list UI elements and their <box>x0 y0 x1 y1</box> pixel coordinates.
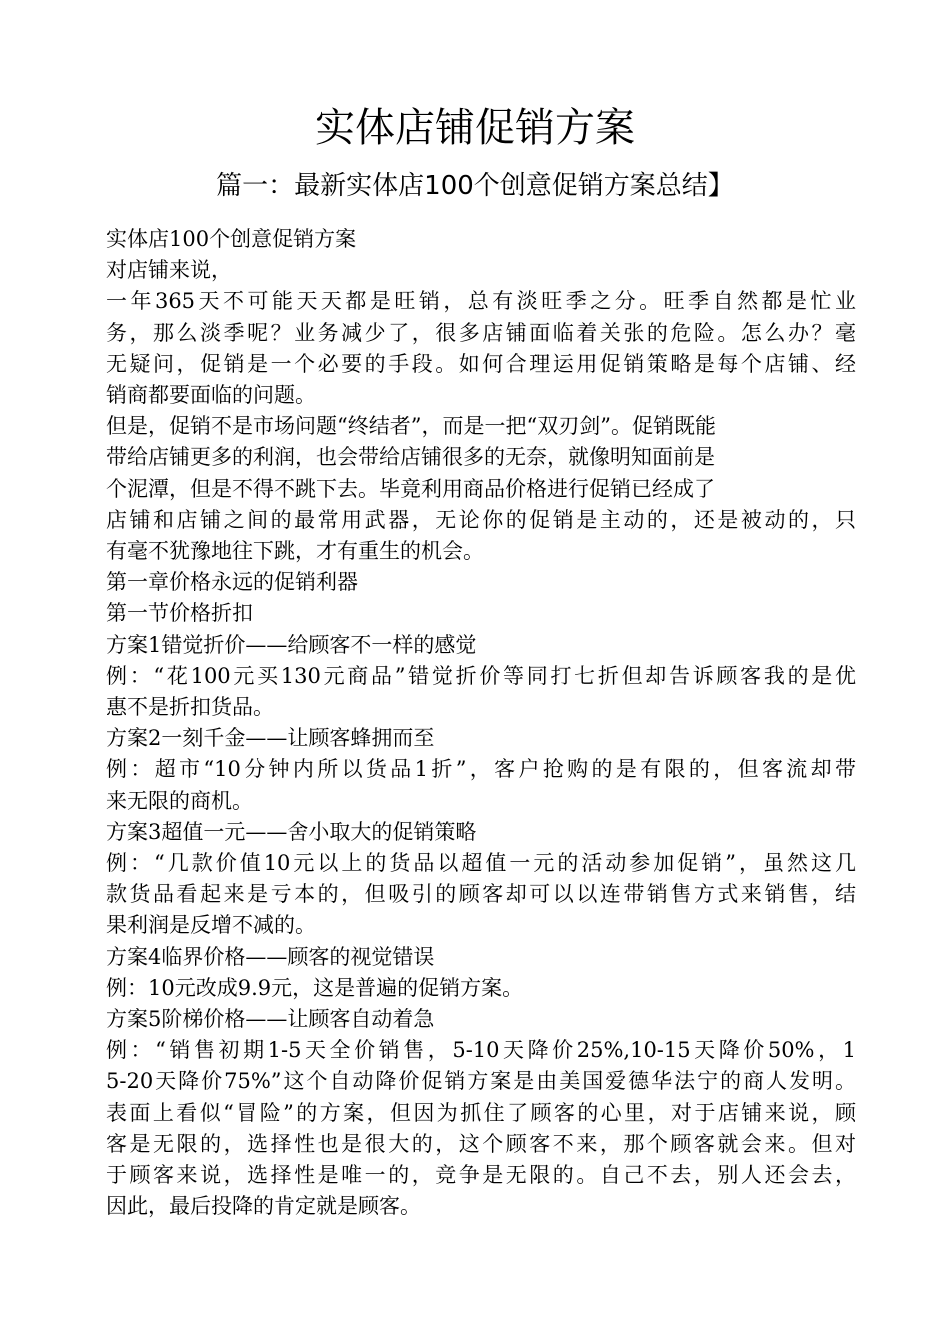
paragraph-line: 果利润是反增不减的。 <box>106 913 316 938</box>
document-title: 实体店铺促销方案 <box>315 105 635 151</box>
document-subtitle: 篇一：最新实体店100个创意促销方案总结】 <box>216 171 734 201</box>
paragraph-line: 5-20天降价75%”这个自动降价促销方案是由美国爱德华法宁的商人发明。 <box>106 1069 856 1094</box>
paragraph-line: 销商都要面临的问题。 <box>106 382 316 407</box>
paragraph-line: 例：超市“10分钟内所以货品1折”，客户抢购的是有限的，但客流却带 <box>106 757 856 782</box>
paragraph-line: 款货品看起来是亏本的，但吸引的顾客却可以以连带销售方式来销售，结 <box>106 882 856 907</box>
paragraph-line: 无疑问，促销是一个必要的手段。如何合理运用促销策略是每个店铺、经 <box>106 351 856 376</box>
paragraph-line: 客是无限的，选择性也是很大的，这个顾客不来，那个顾客就会来。但对 <box>106 1131 856 1156</box>
paragraph-line: 因此，最后投降的肯定就是顾客。 <box>106 1194 421 1219</box>
paragraph-line: 例：“几款价值10元以上的货品以超值一元的活动参加促销”，虽然这几 <box>106 850 856 875</box>
paragraph-line: 带给店铺更多的利润，也会带给店铺很多的无奈，就像明知面前是 <box>106 445 715 470</box>
paragraph-line: 例：“花100元买130元商品”错觉折价等同打七折但却告诉顾客我的是优 <box>106 663 856 688</box>
document-body <box>106 224 856 1222</box>
paragraph-line: 例：10元改成9.9元，这是普遍的促销方案。 <box>106 975 524 1000</box>
paragraph-line: 但是，促销不是市场问题“终结者”，而是一把“双刃剑”。促销既能 <box>106 414 716 439</box>
paragraph-line: 一年365天不可能天天都是旺销，总有淡旺季之分。旺季自然都是忙业 <box>106 289 856 314</box>
paragraph-line: 例：“销售初期1-5天全价销售，5-10天降价25%,10-15天降价50%，1 <box>106 1038 856 1063</box>
paragraph-line: 个泥潭，但是不得不跳下去。毕竟利用商品价格进行促销已经成了 <box>106 476 715 501</box>
paragraph-line: 对店铺来说， <box>106 258 232 283</box>
paragraph-line: 实体店100个创意促销方案 <box>106 227 357 251</box>
paragraph-line: 第一节价格折扣 <box>106 601 253 626</box>
paragraph-line: 惠不是折扣货品。 <box>106 694 274 719</box>
paragraph-line: 务，那么淡季呢？业务减少了，很多店铺面临着关张的危险。怎么办？毫 <box>106 320 856 345</box>
paragraph-line: 有毫不犹豫地往下跳，才有重生的机会。 <box>106 538 484 563</box>
paragraph-line: 表面上看似“冒险”的方案，但因为抓住了顾客的心里，对于店铺来说，顾 <box>106 1100 856 1125</box>
paragraph-line: 方案5阶梯价格——让顾客自动着急 <box>106 1006 435 1031</box>
paragraph-line: 方案1错觉折价——给顾客不一样的感觉 <box>106 632 477 657</box>
paragraph-line: 于顾客来说，选择性是唯一的，竞争是无限的。自己不去，别人还会去， <box>106 1162 856 1187</box>
paragraph-line: 第一章价格永远的促销利器 <box>106 570 358 595</box>
paragraph-line: 店铺和店铺之间的最常用武器，无论你的促销是主动的，还是被动的，只 <box>106 507 856 532</box>
paragraph-line: 来无限的商机。 <box>106 788 253 813</box>
paragraph-line: 方案4临界价格——顾客的视觉错误 <box>106 944 435 969</box>
paragraph-line: 方案3超值一元——舍小取大的促销策略 <box>106 819 477 844</box>
paragraph-line: 方案2一刻千金——让顾客蜂拥而至 <box>106 726 435 751</box>
